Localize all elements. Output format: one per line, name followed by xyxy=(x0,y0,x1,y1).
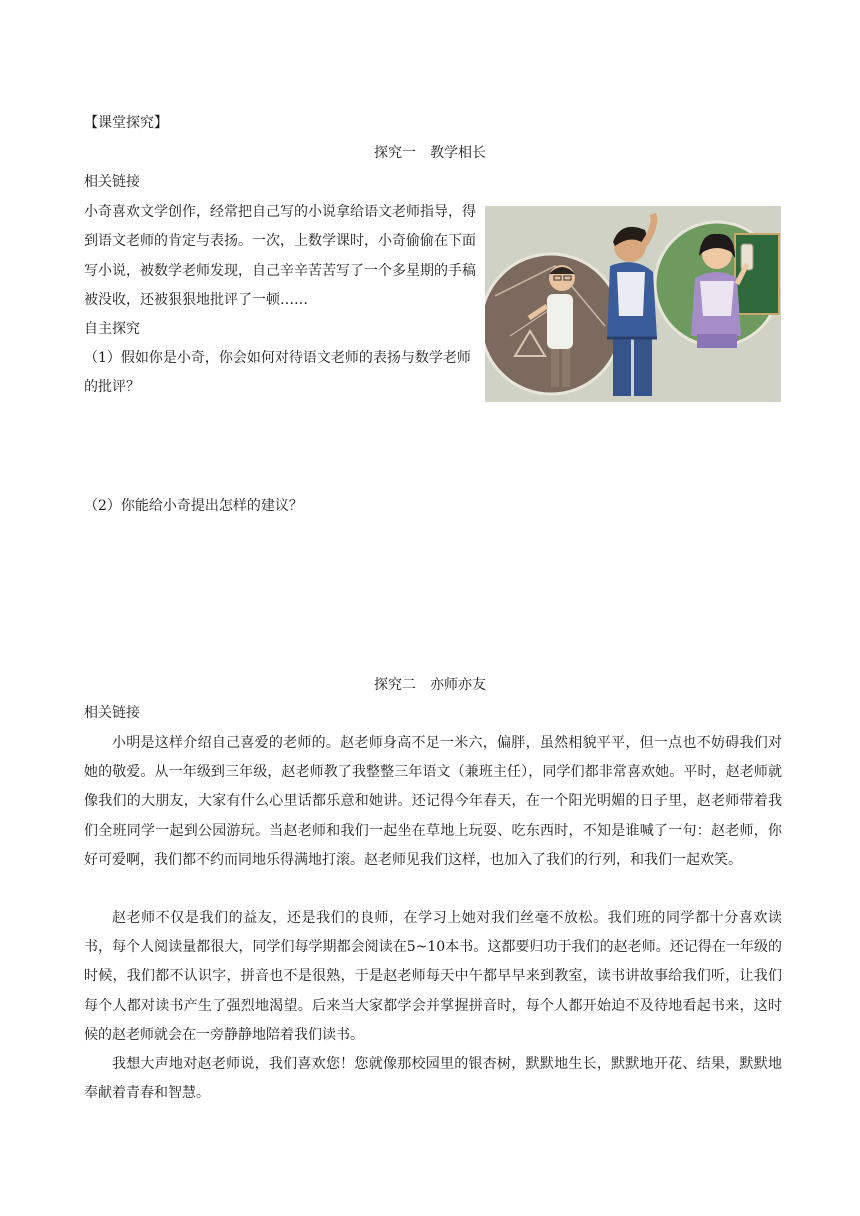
inquiry1-title: 探究一 教学相长 xyxy=(374,145,486,161)
inquiry1-question-2: （2）你能给小奇提出怎样的建议？ xyxy=(84,498,303,514)
inquiry2-paragraph-2: 赵老师不仅是我们的益友，还是我们的良师，在学习上她对我们丝毫不放松。我们班的同学都十分喜欢读书，每个人阅读量都很大，同学们每学期都会阅读在5~10本书。这都要归功于我们的赵老师。还记得在一年级的时候，我们都不认识字，拼音也不是很熟，于是赵老师每天中午都早早来到教室，读书讲故事给我们听，让我们每个人都对读书产生了强烈地渴望。后来当大家都学会并掌握拼音时，每个人都开始迫不及待地看起书来，这时候的赵老师就会在一旁静静地陪着我们读书。 xyxy=(84,910,782,1043)
inquiry2-paragraph-1: 小明是这样介绍自己喜爱的老师的。赵老师身高不足一米六，偏胖，虽然相貌平平，但一点也不妨碍我们对她的敬爱。从一年级到三年级，赵老师教了我整整三年语文（兼班主任），同学们都非常喜欢她。平时，赵老师就像我们的大朋友，大家有什么心里话都乐意和她讲。还记得今年春天，在一个阳光明媚的日子里，赵老师带着我们全班同学一起到公园游玩。当赵老师和我们一起坐在草地上玩耍、吃东西时，不知是谁喊了一句：赵老师，你好可爱啊，我们都不约而同地乐得满地打滚。赵老师见我们这样，也加入了我们的行列，和我们一起欢笑。 xyxy=(84,735,782,868)
classroom-illustration xyxy=(485,206,781,402)
inquiry2-title: 探究二 亦师亦友 xyxy=(374,677,486,693)
inquiry1-self-heading: 自主探究 xyxy=(84,321,140,337)
section-label: 【课堂探究】 xyxy=(84,115,168,131)
inquiry2-link-heading: 相关链接 xyxy=(84,705,140,721)
inquiry1-link-heading: 相关链接 xyxy=(84,174,140,190)
inquiry2-paragraph-3: 我想大声地对赵老师说，我们喜欢您！您就像那校园里的银杏树，默默地生长，默默地开花、结果，默默地奉献着青春和智慧。 xyxy=(84,1056,782,1102)
inquiry1-question-1: （1）假如你是小奇，你会如何对待语文老师的表扬与数学老师的批评？ xyxy=(84,350,471,396)
inquiry1-story: 小奇喜欢文学创作，经常把自己写的小说拿给语文老师指导，得到语文老师的肯定与表扬。一次，上数学课时，小奇偷偷在下面写小说，被数学老师发现，自己辛辛苦苦写了一个多星期的手稿被没收，还被狠狠地批评了一顿…… xyxy=(84,204,476,309)
